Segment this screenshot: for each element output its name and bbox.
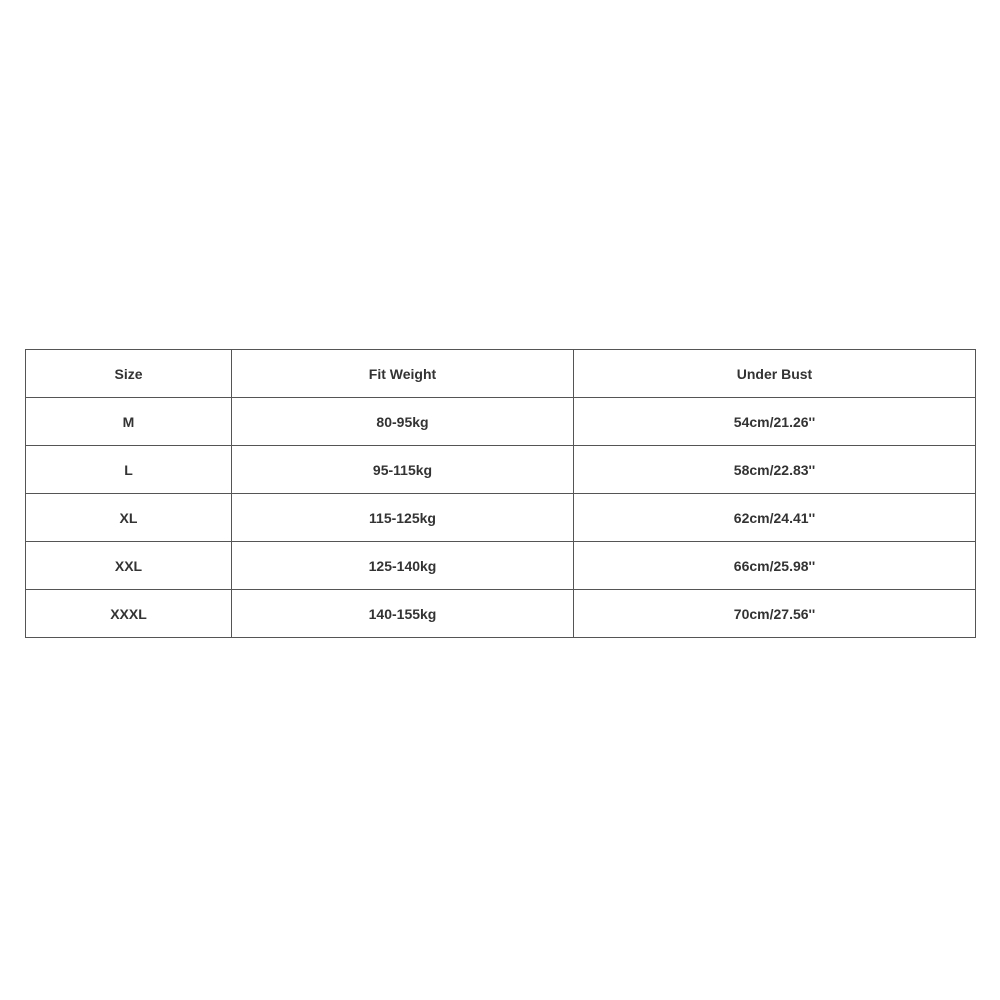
table-header-row xyxy=(26,350,976,398)
cell-fit-weight: 140-155kg xyxy=(232,590,574,638)
cell-under-bust: 58cm/22.83'' xyxy=(574,446,976,494)
table-row xyxy=(26,398,976,446)
cell-under-bust: 54cm/21.26'' xyxy=(574,398,976,446)
cell-fit-weight: 80-95kg xyxy=(232,398,574,446)
header-under-bust: Under Bust xyxy=(574,350,976,398)
cell-size: XXXL xyxy=(26,590,232,638)
cell-under-bust: 66cm/25.98'' xyxy=(574,542,976,590)
cell-size: L xyxy=(26,446,232,494)
cell-size: M xyxy=(26,398,232,446)
cell-size: XXL xyxy=(26,542,232,590)
table-row xyxy=(26,446,976,494)
table-row xyxy=(26,590,976,638)
cell-size: XL xyxy=(26,494,232,542)
cell-fit-weight: 125-140kg xyxy=(232,542,574,590)
cell-fit-weight: 95-115kg xyxy=(232,446,574,494)
table-row xyxy=(26,542,976,590)
header-fit-weight: Fit Weight xyxy=(232,350,574,398)
table-row xyxy=(26,494,976,542)
cell-under-bust: 62cm/24.41'' xyxy=(574,494,976,542)
header-size: Size xyxy=(26,350,232,398)
size-chart-table xyxy=(25,349,976,638)
cell-fit-weight: 115-125kg xyxy=(232,494,574,542)
cell-under-bust: 70cm/27.56'' xyxy=(574,590,976,638)
